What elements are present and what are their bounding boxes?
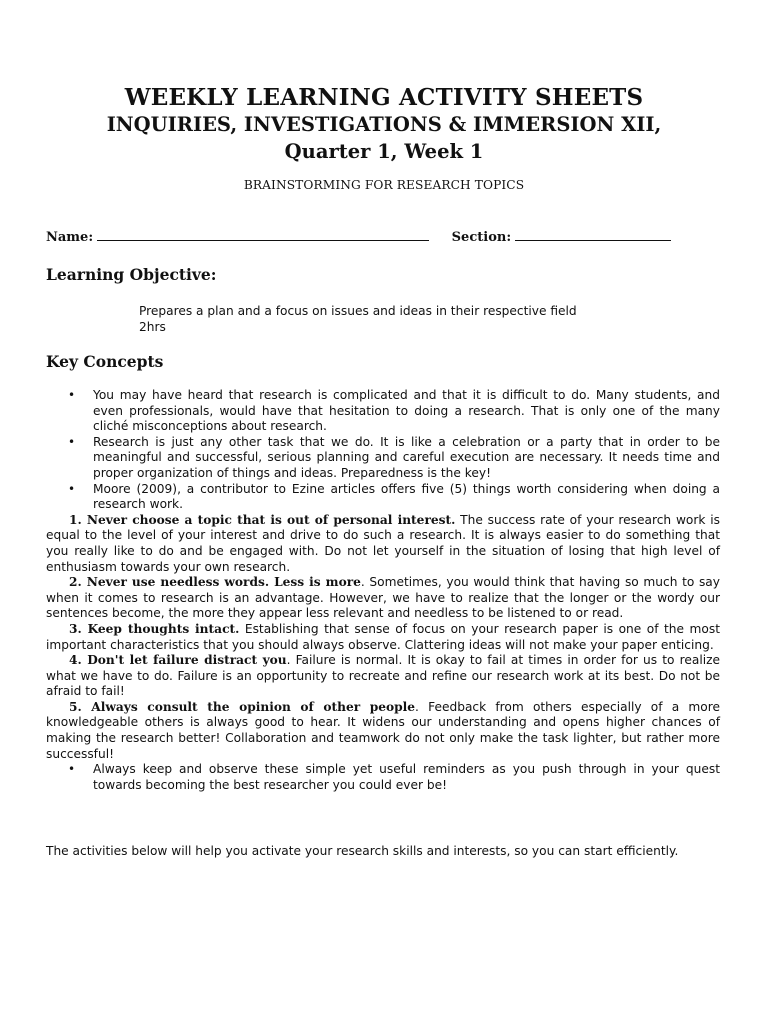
quarter-week: Quarter 1, Week 1 [284, 140, 484, 163]
list-item: • Moore (2009), a contributor to Ezine articles offers five (5) things worth considering when doing a research work. [68, 481, 720, 512]
list-item: • You may have heard that research is complicated and that it is difficult to do. Many students, and even professionals, would have that hesitation to doing a research. That is only one of the many cliché misconceptions about research. [68, 388, 720, 434]
section-field[interactable] [515, 227, 671, 241]
bullet-icon: • [68, 434, 76, 449]
closing-paragraph: The activities below will help you activate your research skills and interests, so you can start efficiently. [46, 844, 679, 858]
key-concepts-body [46, 388, 720, 793]
numbered-item-3: 3. Keep thoughts intact. Establishing that sense of focus on your research paper is one of the most important characteristics that you should always observe. Clattering ideas will not make your paper enticing. [46, 621, 720, 652]
document-title: WEEKLY LEARNING ACTIVITY SHEETS [124, 84, 644, 111]
document-subtitle: INQUIRIES, INVESTIGATIONS & IMMERSION XII, [106, 113, 662, 136]
list-item: • Always keep and observe these simple yet useful reminders as you push through in your quest towards becoming the best researcher you could ever be! [68, 762, 720, 792]
name-label: Name: [46, 230, 94, 245]
numbered-item-1: 1. Never choose a topic that is out of personal interest. The success rate of your research work is equal to the level of your interest and drive to do such a research. It is always easier to do something that you really like to do and be engaged with. Do not let yourself in the situation of losing that high level of enthusiasm towards your own research. [46, 512, 720, 574]
numbered-item-5: 5. Always consult the opinion of other people. Feedback from others especially of a more knowledgeable others is always good to hear. It widens our understanding and opens higher chances of making the research better! Collaboration and teamwork do not only make the task lighter, but rather more successful! [46, 699, 720, 761]
bullet-icon: • [68, 388, 76, 402]
name-section-row [46, 227, 686, 245]
list-item: • Research is just any other task that we do. It is like a celebration or a party that in order to be meaningful and successful, serious planning and careful execution are necessary. It needs time and proper organization of things and ideas. Preparedness is the key! [68, 434, 720, 480]
topic-title: BRAINSTORMING FOR RESEARCH TOPICS [243, 178, 525, 192]
learning-objective [139, 303, 699, 335]
section-label: Section: [451, 230, 512, 245]
learning-objective-heading: Learning Objective: [46, 265, 217, 284]
numbered-item-4: 4. Don't let failure distract you. Failure is normal. It is okay to fail at times in order for us to realize what we have to do. Failure is an opportunity to recreate and refine our research work at its best. Do not be afraid to fail! [46, 653, 720, 699]
objective-duration: 2hrs [139, 320, 166, 334]
bullet-icon: • [68, 481, 76, 496]
bullet-icon: • [68, 762, 76, 777]
objective-text: Prepares a plan and a focus on issues and ideas in their respective field [139, 304, 577, 318]
key-concepts-heading: Key Concepts [46, 352, 164, 371]
name-field[interactable] [97, 227, 429, 241]
numbered-item-2: 2. Never use needless words. Less is more. Sometimes, you would think that having so much to say when it comes to research is an advantage. However, we have to realize that the longer or the wordy our sentences become, the more they appear less relevant and needless to be listened to or read. [46, 575, 720, 621]
